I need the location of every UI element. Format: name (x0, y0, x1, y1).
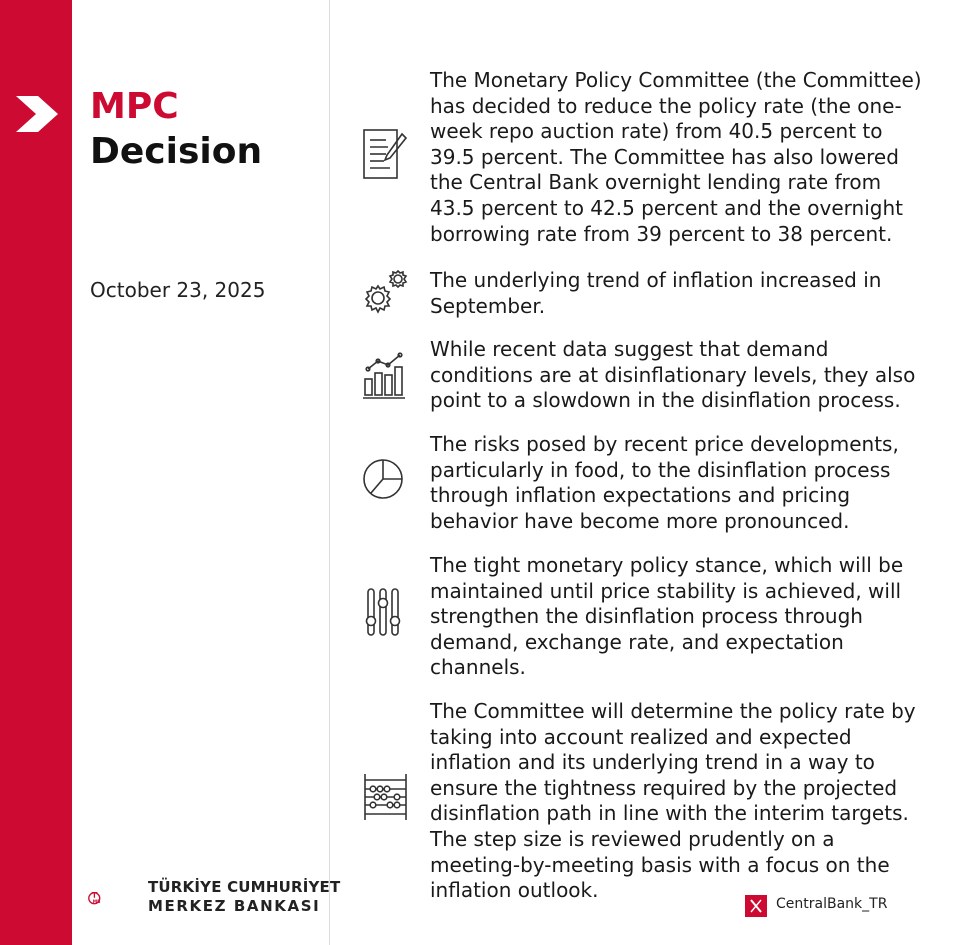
item-text: The Monetary Policy Committee (the Committee) has decided to reduce the policy rate (the one-week repo auction rate) from 40.5 percent to 39.5 percent. The Committee has also lowered the Central Bank overnight lending rate from 43.5 percent to 42.5 percent and the overnight borrowing rate from 39 percent to 38 percent. (430, 68, 922, 246)
item-text: The tight monetary policy stance, which will be maintained until price stability is achieved, will strengthen the disinflation process through demand, exchange rate, and expectation channels. (430, 553, 904, 680)
sliders-icon (362, 587, 410, 639)
logo-line-2: MERKEZ BANKASI (148, 897, 321, 915)
decision-item (362, 337, 927, 417)
item-text: The Committee will determine the policy rate by taking into account realized and expected inflation and its underlying trend in a way to ensure the tightness required by the projected disinflation path in line with the interim targets. The step size is reviewed prudently on a meeting-by-meeting basis with a focus on the inflation outlook. (430, 699, 916, 903)
decision-item (362, 268, 927, 323)
logo-wordmark (148, 878, 340, 916)
decision-item (362, 553, 927, 683)
social-handle[interactable]: CentralBank_TR (776, 896, 888, 912)
decision-item (362, 699, 927, 904)
decision-item (362, 432, 927, 537)
pie-chart-icon (362, 455, 410, 507)
item-text: While recent data suggest that demand conditions are at disinflationary levels, they also point to a slowdown in the disinflation process. (430, 337, 916, 413)
left-accent-strip (0, 0, 72, 945)
item-text: The risks posed by recent price developments, particularly in food, to the disinflation process through inflation expectations and pricing behavior have become more pronounced. (430, 432, 899, 533)
x-logo-icon[interactable] (745, 895, 767, 917)
logo-line-1: TÜRKİYE CUMHURİYET (148, 878, 341, 896)
decision-date: October 23, 2025 (90, 278, 266, 302)
gears-icon (362, 268, 410, 320)
column-divider (329, 0, 330, 945)
chevron-right-icon (16, 96, 58, 132)
abacus-icon (362, 772, 410, 824)
decision-item (362, 68, 927, 248)
central-bank-logo (88, 873, 148, 923)
document-pen-icon (362, 128, 410, 180)
title-mpc: MPC (90, 86, 179, 127)
bar-chart-trend-icon (362, 351, 410, 403)
title-decision: Decision (90, 131, 263, 172)
page-title (90, 84, 262, 174)
item-text: The underlying trend of inflation increased in September. (430, 268, 882, 318)
svg-text:MB: MB (92, 899, 101, 905)
